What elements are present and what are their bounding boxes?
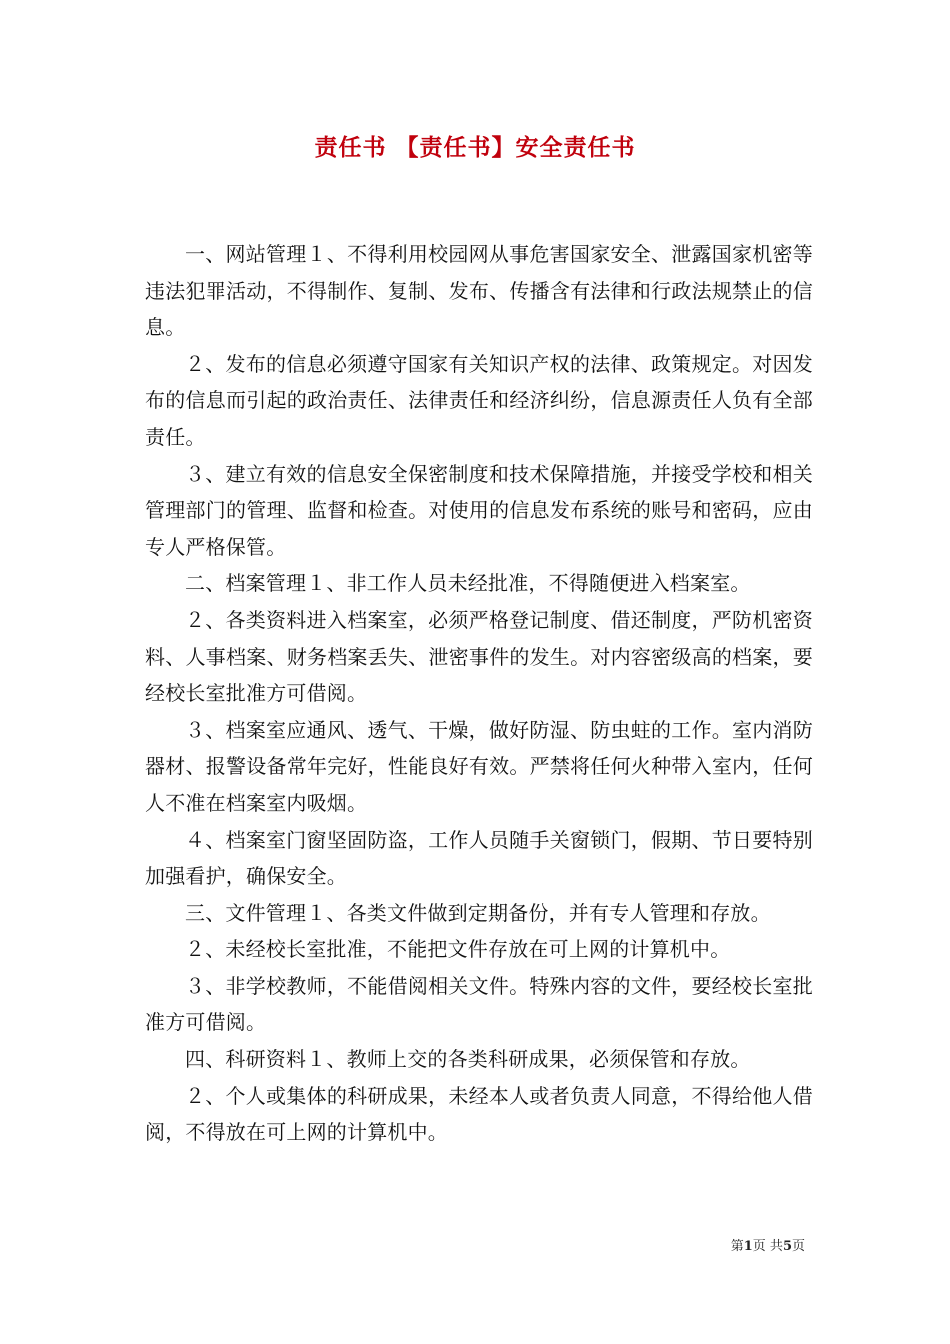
paragraph: 一、网站管理１、不得利用校园网从事危害国家安全、泄露国家机密等违法犯罪活动，不得制作、复制、发布、传播含有法律和行政法规禁止的信息。 (145, 242, 813, 340)
paragraph: ２、各类资料进入档案室，必须严格登记制度、借还制度，严防机密资料、人事档案、财务档案丢失、泄密事件的发生。对内容密级高的档案，要经校长室批准方可借阅。 (145, 607, 813, 706)
paragraph: ３、非学校教师，不能借阅相关文件。特殊内容的文件，要经校长室批准方可借阅。 (145, 973, 813, 1035)
paragraph: ３、建立有效的信息安全保密制度和技术保障措施，并接受学校和相关管理部门的管理、监督和检查。对使用的信息发布系统的账号和密码，应由专人严格保管。 (145, 461, 813, 559)
paragraph: ３、档案室应通风、透气、干燥，做好防湿、防虫蛀的工作。室内消防器材、报警设备常年完好，性能良好有效。严禁将任何火种带入室内，任何人不准在档案室内吸烟。 (145, 717, 813, 815)
footer-middle: 页 共 (752, 1239, 783, 1254)
paragraph: 二、档案管理１、非工作人员未经批准，不得随便进入档案室。 (185, 571, 751, 596)
paragraph: 三、文件管理１、各类文件做到定期备份，并有专人管理和存放。 (185, 900, 771, 925)
document-body (145, 236, 813, 1151)
paragraph: ２、发布的信息必须遵守国家有关知识产权的法律、政策规定。对因发布的信息而引起的政治责任、法律责任和经济纠纷，信息源责任人负有全部责任。 (145, 351, 813, 449)
paragraph: ４、档案室门窗坚固防盗，工作人员随手关窗锁门，假期、节日要特别加强看护，确保安全。 (145, 827, 813, 889)
footer-suffix: 页 (791, 1239, 805, 1254)
paragraph: ２、未经校长室批准，不能把文件存放在可上网的计算机中。 (185, 937, 731, 962)
paragraph: ２、个人或集体的科研成果，未经本人或者负责人同意，不得给他人借阅，不得放在可上网的计算机中。 (145, 1083, 813, 1145)
current-page-number: 1 (743, 1239, 753, 1254)
paragraph: 四、科研资料１、教师上交的各类科研成果，必须保管和存放。 (185, 1047, 751, 1072)
total-page-count: 5 (782, 1239, 792, 1254)
document-title: 责任书 【责任书】安全责任书 (314, 134, 636, 161)
page-footer (731, 1238, 805, 1256)
footer-prefix: 第 (730, 1239, 744, 1254)
